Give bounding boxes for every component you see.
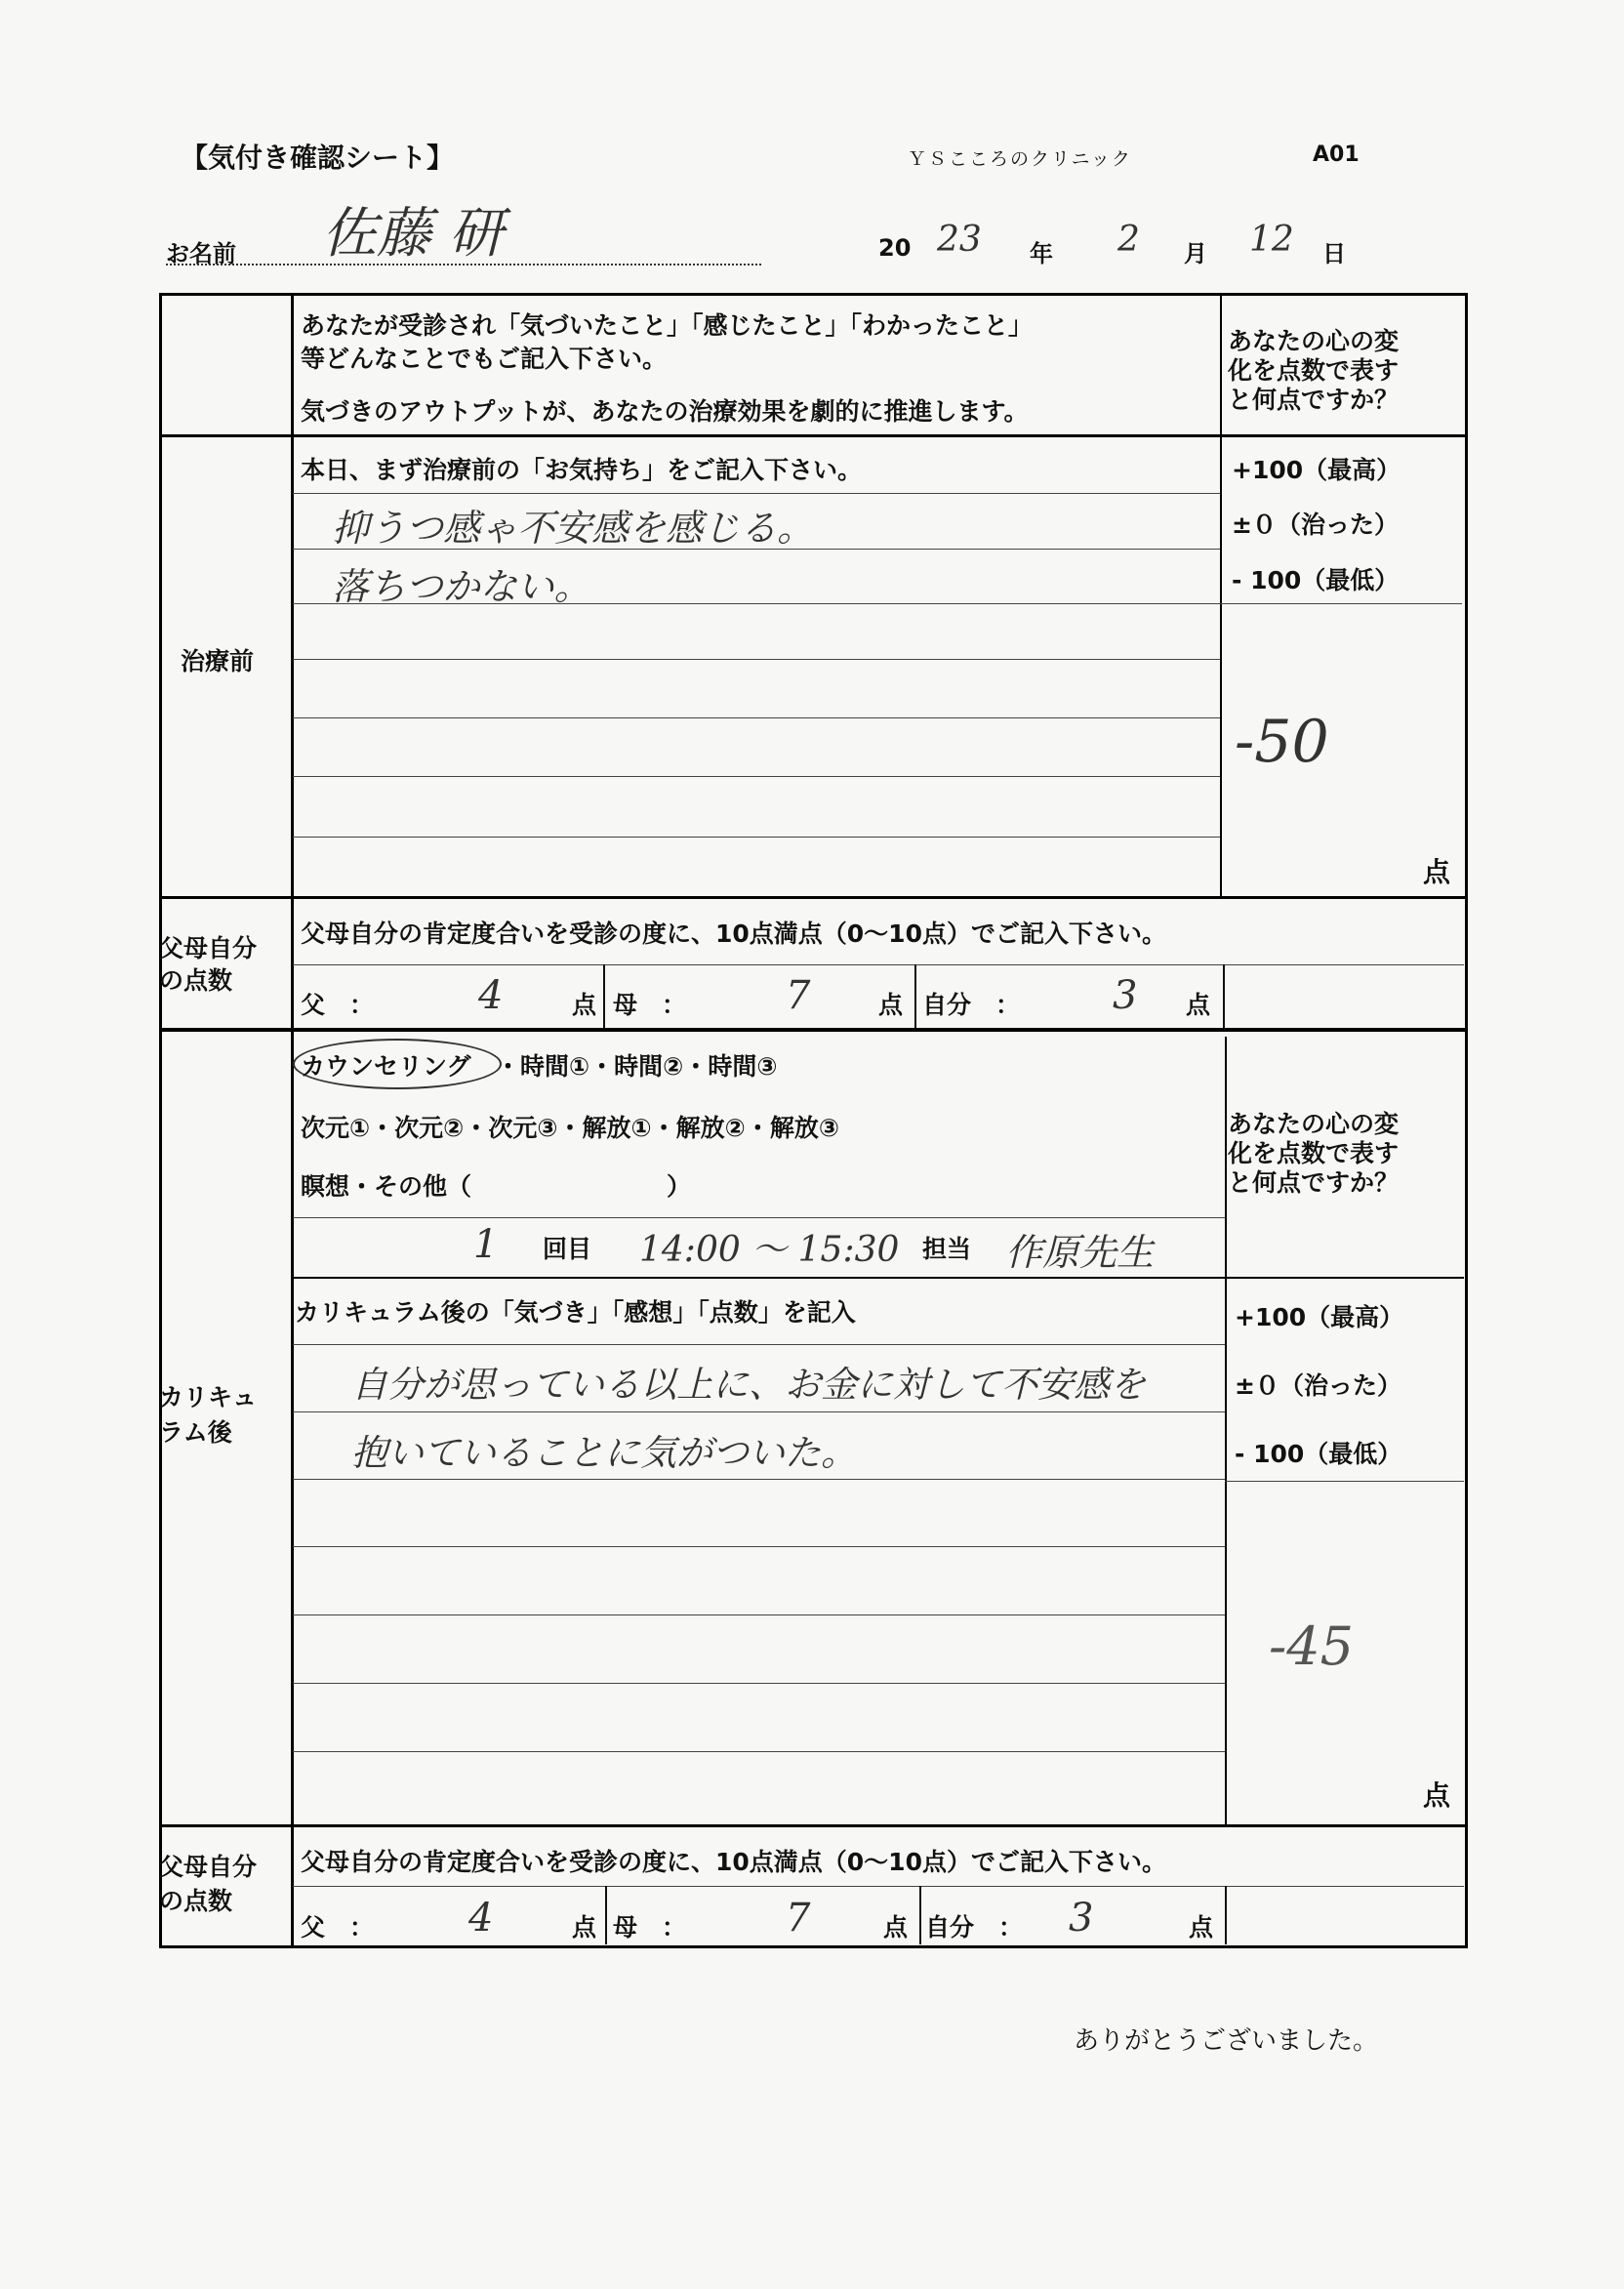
name-underline: [166, 264, 761, 266]
family1-label-1: 父母自分: [159, 934, 258, 962]
family2-father-unit: 点: [572, 1913, 597, 1942]
family2-mother-field[interactable]: 7: [786, 1896, 811, 1941]
family2-prompt: 父母自分の肯定度合いを受診の度に、10点満点（0～10点）でご記入下さい。: [301, 1848, 1166, 1876]
before-score-unit: 点: [1423, 856, 1451, 888]
family2-mother-label: 母 ：: [613, 1913, 687, 1942]
name-field[interactable]: 佐藤 研: [322, 202, 504, 266]
curriculum-note-line-2[interactable]: 抱いていることに気がついた。: [351, 1432, 857, 1474]
family2-label-2: の点数: [159, 1887, 233, 1915]
before-scale-zero: ±０（治った）: [1232, 511, 1399, 539]
before-prompt: 本日、まず治療前の「お気持ち」をご記入下さい。: [301, 456, 863, 484]
before-scale-max: +100（最高）: [1232, 456, 1401, 484]
year-prefix: 20: [878, 234, 912, 262]
family1-self-label: 自分 ：: [922, 991, 1021, 1019]
day-label: 日: [1322, 240, 1346, 267]
month-field[interactable]: 2: [1117, 220, 1140, 260]
intro-score-q2: 化を点数で表す: [1228, 356, 1400, 385]
curriculum-score-field[interactable]: -45: [1269, 1615, 1354, 1677]
family2-label-1: 父母自分: [159, 1853, 258, 1881]
day-field[interactable]: 12: [1249, 220, 1294, 260]
intro-line-3: 気づきのアウトプットが、あなたの治療効果を劇的に推進します。: [301, 397, 1029, 426]
family1-father-field[interactable]: 4: [478, 973, 504, 1018]
curriculum-score-unit: 点: [1423, 1779, 1451, 1812]
family2-self-label: 自分 ：: [925, 1913, 1024, 1942]
clinic-name: ＹＳこころのクリニック: [908, 148, 1132, 170]
year-label: 年: [1030, 240, 1053, 267]
before-score-field[interactable]: -50: [1235, 708, 1329, 776]
family1-mother-unit: 点: [878, 991, 904, 1019]
family1-self-field[interactable]: 3: [1113, 973, 1138, 1018]
year-field[interactable]: 23: [937, 220, 982, 260]
intro-score-q3: と何点ですか？: [1228, 386, 1400, 414]
curriculum-score-q2: 化を点数で表す: [1228, 1139, 1400, 1167]
curriculum-options-line-3[interactable]: 瞑想・その他（ ）: [301, 1172, 692, 1201]
thank-you-text: ありがとうございました。: [1074, 2026, 1379, 2056]
family1-father-unit: 点: [572, 991, 597, 1019]
curriculum-score-q1: あなたの心の変: [1228, 1110, 1400, 1138]
family1-self-unit: 点: [1186, 991, 1211, 1019]
session-count-label: 回目: [543, 1235, 592, 1263]
before-note-line-1[interactable]: 抑うつ感ゃ不安感を感じる。: [332, 507, 815, 550]
family1-prompt: 父母自分の肯定度合いを受診の度に、10点満点（0～10点）でご記入下さい。: [301, 920, 1166, 948]
before-scale-min: - 100（最低）: [1232, 566, 1400, 594]
sheet-title: 【気付き確認シート】: [181, 142, 455, 174]
curriculum-options-line-1[interactable]: ・時間①・時間②・時間③: [496, 1052, 778, 1081]
family1-label-2: の点数: [159, 966, 233, 995]
name-label: お名前: [166, 240, 236, 267]
curriculum-prompt: カリキュラム後の「気づき」「感想」「点数」を記入: [295, 1298, 856, 1327]
month-label: 月: [1184, 240, 1207, 267]
family1-father-label: 父 ：: [301, 991, 375, 1019]
intro-line-1: あなたが受診され「気づいたこと」「感じたこと」「わかったこと」: [301, 311, 1034, 340]
curriculum-score-q3: と何点ですか？: [1228, 1168, 1400, 1197]
form-code: A01: [1313, 143, 1360, 167]
curriculum-scale-zero: ±０（治った）: [1235, 1371, 1401, 1400]
session-time-field[interactable]: 14:00 ～ 15:30: [639, 1230, 900, 1270]
session-count-field[interactable]: 1: [473, 1222, 499, 1267]
intro-score-q1: あなたの心の変: [1228, 327, 1400, 355]
family2-father-field[interactable]: 4: [468, 1896, 494, 1941]
before-note-line-2[interactable]: 落ちつかない。: [332, 565, 591, 608]
family2-self-unit: 点: [1189, 1913, 1214, 1942]
family1-mother-field[interactable]: 7: [786, 973, 811, 1018]
curriculum-scale-max: +100（最高）: [1235, 1303, 1404, 1331]
curriculum-scale-min: - 100（最低）: [1235, 1440, 1402, 1468]
intro-line-2: 等どんなことでもご記入下さい。: [301, 345, 668, 373]
curriculum-label-1: カリキュ: [159, 1383, 258, 1411]
staff-label: 担当: [922, 1235, 972, 1263]
curriculum-options-line-2[interactable]: 次元①・次元②・次元③・解放①・解放②・解放③: [301, 1114, 840, 1142]
staff-field[interactable]: 作原先生: [1005, 1231, 1155, 1274]
curriculum-label-2: ラム後: [159, 1418, 232, 1447]
curriculum-option-counseling[interactable]: カウンセリング: [301, 1052, 471, 1081]
family2-mother-unit: 点: [883, 1913, 909, 1942]
family2-father-label: 父 ：: [301, 1913, 375, 1942]
curriculum-note-line-1[interactable]: 自分が思っている以上に、お金に対して不安感を: [351, 1364, 1146, 1406]
family1-mother-label: 母 ：: [613, 991, 687, 1019]
before-label: 治療前: [181, 647, 255, 675]
family2-self-field[interactable]: 3: [1069, 1896, 1094, 1941]
